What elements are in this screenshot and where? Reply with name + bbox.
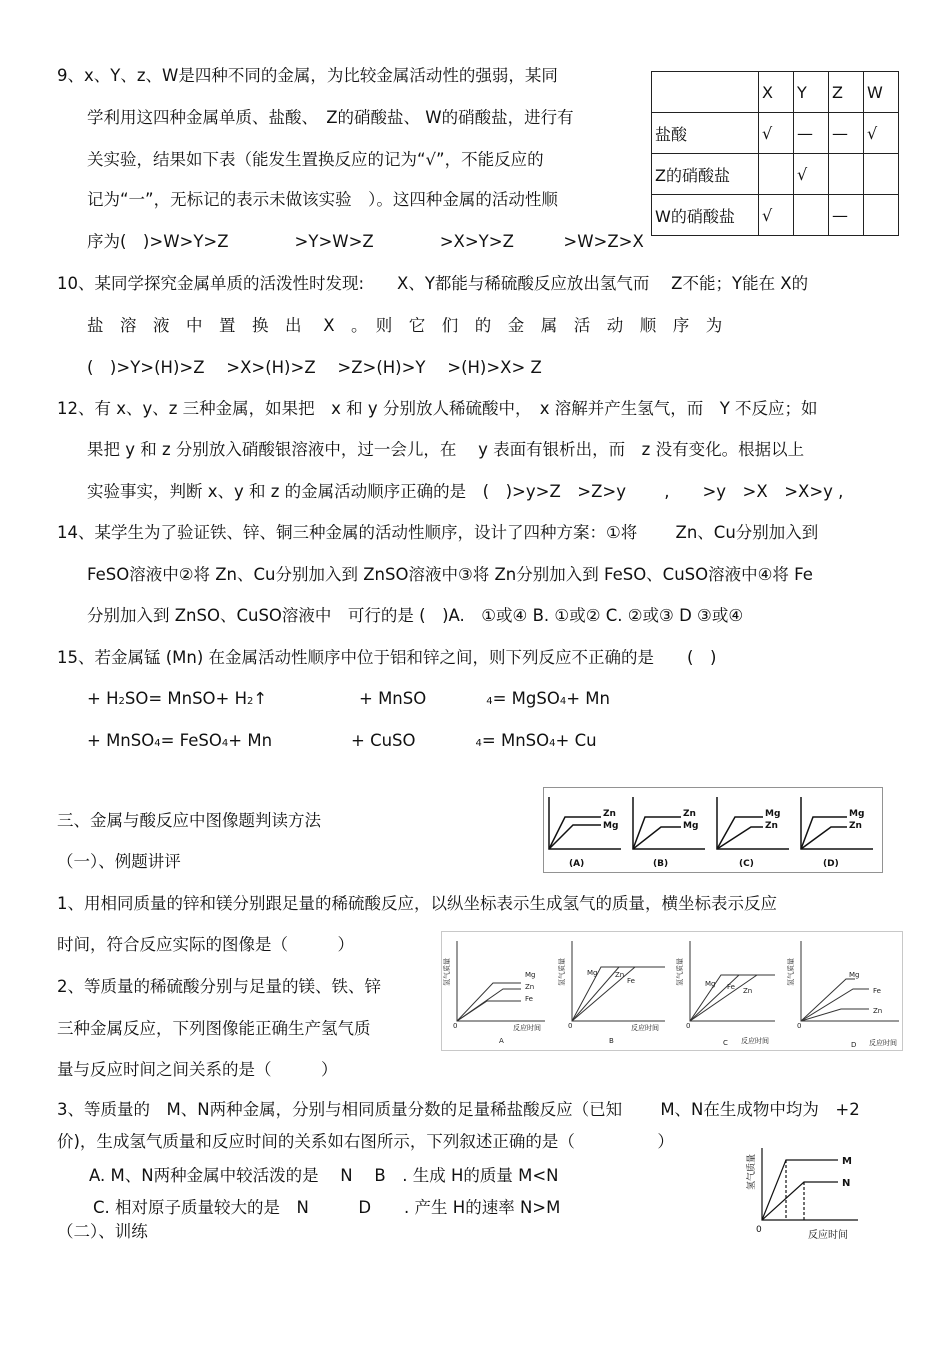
- fig2-caption-c: C: [723, 1039, 728, 1047]
- fig2-d-fe: Fe: [873, 987, 881, 995]
- q9-result-table: [651, 71, 899, 236]
- fig1-bottom-label-b: Mg: [683, 821, 699, 831]
- fig2-d-zn: Zn: [873, 1007, 883, 1015]
- fig1-caption-d: (D): [823, 859, 839, 869]
- reaction-text: = MnSO: [481, 731, 550, 750]
- fig2-c-fe: Fe: [727, 983, 735, 991]
- s3-q2-line-2: 三种金属反应，下列图像能正确生产氢气质: [57, 1019, 371, 1038]
- subscript: 4: [475, 738, 482, 749]
- fig2-x-label-a: 反应时间: [513, 1024, 541, 1032]
- table-cell: √: [794, 154, 829, 195]
- q9-line-4: 记为“一”，无标记的表示未做该实验 ）。这四种金属的活动性顺: [87, 190, 558, 209]
- q9-line-3: 关实验，结果如下表（能发生置换反应的记为“√”，不能反应的: [87, 150, 544, 169]
- subscript: 4: [486, 696, 493, 707]
- s3-q3-line-1: 3、等质量的 M、N两种金属，分别与相同质量分数的足量稀盐酸反应（已知 M、N在生成物中均为 +2: [57, 1100, 860, 1119]
- fig2-y-label-a: 氢气质量: [443, 958, 451, 986]
- s3-q2-line-1: 2、等质量的稀硫酸分别与足量的镁、铁、锌: [57, 977, 381, 996]
- reaction-text: + MnSO: [359, 689, 427, 708]
- s3-q1-line-1: 1、用相同质量的锌和镁分别跟足量的稀硫酸反应，以纵坐标表示生成氢气的质量，横坐标表示反应: [57, 894, 777, 913]
- q15-reaction-c: [87, 730, 272, 755]
- fig1-caption-b: (B): [653, 859, 669, 869]
- table-header: W: [864, 72, 899, 113]
- fig2-x-label-d: 反应时间: [869, 1039, 897, 1047]
- fig3-label-m: M: [842, 1156, 852, 1167]
- row-label: Z的硝酸盐: [652, 154, 759, 195]
- fig2-origin-b: 0: [568, 1022, 573, 1030]
- table-row: [652, 113, 899, 154]
- reaction-text: + Mn: [566, 689, 610, 708]
- fig2-caption-a: A: [499, 1037, 504, 1045]
- reaction-text: + Cu: [555, 731, 597, 750]
- fig1-caption-a: (A): [569, 859, 585, 869]
- section-3-subtitle-1: （一）、例题讲评: [57, 852, 181, 871]
- q9-line-5: 序为( )>W>Y>Z >Y>W>Z >X>Y>Z >W>Z>X: [87, 232, 644, 251]
- fig1-top-label-a: Zn: [603, 809, 616, 819]
- fig1-top-label-d: Mg: [849, 809, 865, 819]
- q14-line-2: FeSO溶液中②将 Zn、Cu分别加入到 ZnSO溶液中③将 Zn分别加入到 FeSO、CuSO溶液中④将 Fe: [87, 565, 813, 584]
- reaction-text: + CuSO: [351, 731, 416, 750]
- section-3-title: 三、金属与酸反应中图像题判读方法: [57, 811, 321, 830]
- fig2-c-zn: Zn: [743, 987, 753, 995]
- fig2-b-zn: Zn: [615, 971, 625, 979]
- subscript: 2: [118, 696, 125, 707]
- fig3-label-n: N: [842, 1178, 851, 1189]
- q15-reaction-a: [87, 688, 267, 713]
- fig2-x-label-b: 反应时间: [631, 1024, 659, 1032]
- figure-mg-zn-fe-graphs: [441, 931, 903, 1051]
- q9-line-1: 9、x、Y、z、W是四种不同的金属，为比较金属活动性的强弱，某同: [57, 66, 558, 85]
- fig1-bottom-label-d: Zn: [849, 821, 862, 831]
- table-cell: [794, 195, 829, 236]
- q12-line-1: 12、有 x、y、z 三种金属，如果把 x 和 y 分别放人稀硫酸中， x 溶解并产生氢气，而 Y 不反应；如: [57, 399, 818, 418]
- fig3-x-label: 反应时间: [808, 1230, 848, 1241]
- table-row: [652, 195, 899, 236]
- fig2-origin-c: 0: [686, 1022, 691, 1030]
- table-cell: [864, 195, 899, 236]
- table-cell: [759, 154, 794, 195]
- q15-reaction-d: [351, 730, 597, 755]
- q15-reaction-b: [359, 688, 610, 713]
- q14-line-1: 14、某学生为了验证铁、锌、铜三种金属的活动性顺序，设计了四种方案：①将 Zn、Cu分别加入到: [57, 523, 819, 542]
- fig3-y-label: 氢气质量: [747, 1153, 757, 1190]
- table-header-row: [652, 72, 899, 113]
- table-header: X: [759, 72, 794, 113]
- q12-line-3: 实验事实，判断 x、y 和 z 的金属活动顺序正确的是 ( )>y>Z >Z>y , >y >X >X>y ,: [87, 482, 844, 501]
- fig2-y-label-b: 氢气质量: [558, 958, 566, 986]
- table-header: Y: [794, 72, 829, 113]
- s3-q1-line-2: 时间，符合反应实际的图像是（ ）: [57, 935, 354, 954]
- fig2-a-zn: Zn: [525, 983, 535, 991]
- s3-q3-option-ab: A. M、N两种金属中较活泼的是 N B . 生成 H的质量 M<N: [89, 1166, 559, 1185]
- table-cell: √: [759, 195, 794, 236]
- q14-line-3: 分别加入到 ZnSO、CuSO溶液中 可行的是 ( )A. ①或④ B. ①或② C. ②或③ D ③或④: [87, 606, 744, 625]
- q10-line-1: 10、某同学探究金属单质的活泼性时发现: X、Y都能与稀硫酸反应放出氢气而 Z不能；Y能在 X的: [57, 274, 809, 293]
- subscript: 4: [549, 738, 556, 749]
- s3-q3-line-2: 价)，生成氢气质量和反应时间的关系如右图所示，下列叙述正确的是（ ）: [57, 1132, 674, 1151]
- subscript: 2: [247, 696, 254, 707]
- figure-zn-mg-graphs: [543, 787, 883, 873]
- q12-line-2: 果把 y 和 z 分别放入硝酸银溶液中，过一会儿，在 y 表面有银析出，而 z 没有变化。根据以上: [87, 440, 805, 459]
- reaction-text: = MgSO: [492, 689, 560, 708]
- fig2-a-fe: Fe: [525, 995, 533, 1003]
- fig2-y-label-c: 氢气质量: [676, 958, 684, 986]
- q15-line-1: 15、若金属锰 (Mn) 在金属活动性顺序中位于铝和锌之间，则下列反应不正确的是 ( ): [57, 648, 717, 667]
- fig1-caption-c: (C): [739, 859, 754, 869]
- row-label: W的硝酸盐: [652, 195, 759, 236]
- table-cell: [829, 154, 864, 195]
- table-cell: [864, 154, 899, 195]
- s3-q3-option-cd: C. 相对原子质量较大的是 N D . 产生 H的速率 N>M: [93, 1198, 561, 1217]
- reaction-text: + H: [87, 689, 119, 708]
- table-corner: [652, 72, 759, 113]
- fig2-a-mg: Mg: [525, 971, 536, 979]
- q10-line-3: ( )>Y>(H)>Z >X>(H)>Z >Z>(H)>Y >(H)>X> Z: [87, 358, 542, 377]
- table-cell: —: [794, 113, 829, 154]
- s3-q2-line-3: 量与反应时间之间关系的是（ ）: [57, 1060, 338, 1079]
- reaction-text: SO= MnSO+ H: [124, 689, 248, 708]
- fig2-y-label-d: 氢气质量: [787, 958, 795, 986]
- reaction-text: + MnSO: [87, 731, 155, 750]
- reaction-text: ↑: [253, 689, 268, 708]
- fig1-bottom-label-a: Mg: [603, 821, 619, 831]
- fig2-origin-d: 0: [797, 1022, 802, 1030]
- section-3-subtitle-2: （二）、训练: [57, 1222, 148, 1241]
- reaction-text: + Mn: [228, 731, 273, 750]
- fig2-x-label-c: 反应时间: [741, 1037, 769, 1045]
- fig2-origin-a: 0: [453, 1022, 458, 1030]
- table-cell: √: [759, 113, 794, 154]
- fig1-top-label-c: Mg: [765, 809, 781, 819]
- fig2-c-mg: Mg: [705, 980, 716, 988]
- q10-line-2: 盐 溶 液 中 置 换 出 X 。 则 它 们 的 金 属 活 动 顺 序 为: [87, 316, 723, 335]
- table-cell: √: [864, 113, 899, 154]
- subscript: 4: [221, 738, 229, 749]
- fig2-caption-b: B: [609, 1037, 614, 1045]
- fig3-origin: 0: [756, 1225, 762, 1235]
- reaction-text: = FeSO: [160, 731, 222, 750]
- fig2-caption-d: D: [851, 1041, 857, 1049]
- table-cell: —: [829, 113, 864, 154]
- subscript: 4: [154, 738, 161, 749]
- table-header: Z: [829, 72, 864, 113]
- table-cell: —: [829, 195, 864, 236]
- figure-m-n-graph: [742, 1140, 868, 1242]
- subscript: 4: [559, 696, 567, 707]
- fig1-top-label-b: Zn: [683, 809, 696, 819]
- table-row: [652, 154, 899, 195]
- row-label: 盐酸: [652, 113, 759, 154]
- fig2-b-fe: Fe: [627, 977, 635, 985]
- fig2-d-mg: Mg: [849, 971, 860, 979]
- fig1-bottom-label-c: Zn: [765, 821, 778, 831]
- q9-line-2: 学利用这四种金属单质、盐酸、 Z的硝酸盐、 W的硝酸盐，进行有: [87, 108, 574, 127]
- fig2-b-mg: Mg: [587, 969, 598, 977]
